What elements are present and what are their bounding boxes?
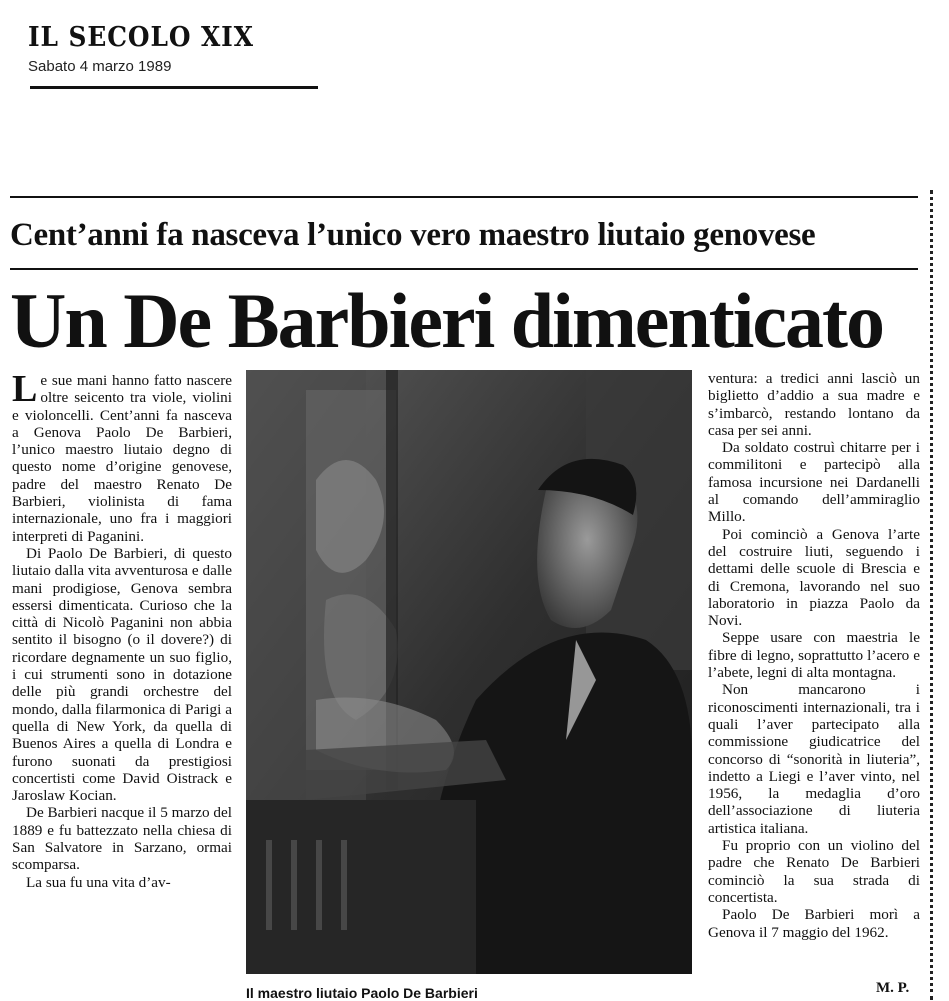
masthead — [28, 22, 274, 76]
left-column — [12, 372, 232, 1000]
drop-cap: L — [12, 372, 38, 410]
issue-date: Sabato 4 marzo 1989 — [28, 58, 172, 75]
paragraph: Di Paolo De Barbieri, di questo liutaio dalla vita avventurosa e dalle mani prodigiose, Genova sembra essersi dimenticata. Curioso che la città di Nicolò Paganini non abbia sentito il bisogno (o il dovere?) di ricordare degnamente un suo figlio, i cui strumenti sono in dotazione delle più grandi orchestre del mondo, dalla filarmonica di Parigi a quella di New York, da quella di Buenos Aires a quella di Londra e furono suonati da prestigiosi concertisti come David Oistrack e Jaroslaw Kocian. — [12, 544, 232, 805]
paragraph: Le sue mani hanno fatto nascere oltre seicento tra viole, violini e violoncelli. Cent’anni fa nasceva a Genova Paolo De Barbieri, l’unico maestro liutaio degno di questo nome d’origine genovese, padre del maestro Renato De Barbieri, violinista di fama internazionale, uno fra i maggiori interpreti di Paganini. — [12, 372, 232, 545]
right-column — [708, 370, 920, 990]
masthead-underline — [30, 86, 318, 89]
paragraph: Poi cominciò a Genova l’arte del costruire liuti, seguendo i dettami delle scuole di Brescia e di Cremona, lavorando nel suo laboratorio in piazza Paolo da Novi. — [708, 525, 920, 630]
photo-illustration — [246, 370, 692, 974]
photo-caption: Il maestro liutaio Paolo De Barbieri — [246, 985, 478, 1001]
paragraph: ventura: a tredici anni lasciò un biglietto d’addio a sua madre e s’imbarcò, restando lontano da casa per sei anni. — [708, 370, 920, 439]
paragraph: Seppe usare con maestria le fibre di legno, soprattutto l’acero e l’abete, legni di alta montagna. — [708, 629, 920, 682]
paragraph: La sua fu una vita d’av- — [26, 873, 171, 891]
article-headline: Un De Barbieri dimenticato — [10, 277, 884, 364]
paragraph: De Barbieri nacque il 5 marzo del 1889 e fu battezzato nella chiesa di San Salvatore in Sarzano, ormai scomparsa. — [12, 804, 232, 874]
author-initials: M. P. — [876, 980, 910, 996]
kicker-divider — [10, 268, 918, 270]
paragraph: Fu proprio con un violino del padre che Renato De Barbieri cominciò la sua strada di concertista. — [708, 837, 920, 906]
paragraph: Paolo De Barbieri morì a Genova il 7 maggio del 1962. — [708, 906, 920, 941]
top-divider — [10, 196, 918, 198]
portrait-photo — [246, 370, 692, 974]
paragraph: Non mancarono i riconoscimenti internazionali, tra i quali l’aver partecipato alla commissione giudicatrice del concorso di “sonorità in liuteria”, indetto a Liegi e l’aver vinto, nel 1956, la medaglia d’oro dell’associazione di liuteria artistica italiana. — [708, 681, 920, 837]
article-kicker: Cent’anni fa nasceva l’unico vero maestro liutaio genovese — [10, 217, 816, 253]
clipping-cut-line — [930, 190, 933, 1000]
newspaper-title: IL SECOLO XIX — [28, 22, 254, 53]
paragraph: Da soldato costruì chitarre per i commilitoni e partecipò alla famosa incursione nei Dardanelli al comando dell’ammiraglio Millo. — [708, 439, 920, 526]
